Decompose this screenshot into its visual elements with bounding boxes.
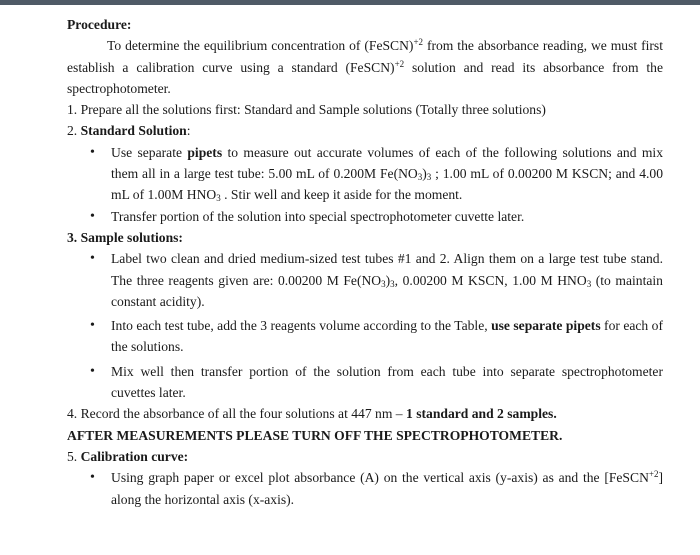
s2b1-b: to measure out accurate volumes of each of the following solutions and mix them all in a large test tube: 5.00 mL of 0.200M Fe(NO [111, 144, 663, 182]
bullet-icon: • [90, 363, 95, 379]
step-1: 1. Prepare all the solutions first: Standard and Sample solutions (Totally three solutions) [67, 102, 546, 118]
bullet-icon: • [90, 251, 95, 267]
procedure-title: Procedure: [67, 17, 132, 32]
step-4-text: 4. Record the absorbance of all the four solutions at 447 nm – [67, 406, 407, 422]
bullet-icon: • [90, 470, 95, 486]
s2b2-text: Transfer portion of the solution into special spectrophotometer cuvette later. [111, 208, 525, 224]
top-bar [0, 0, 700, 5]
intro-sup-1: +2 [413, 37, 424, 48]
s2b1-sub1: 3 [417, 172, 423, 183]
step-2-bullet-1 [90, 142, 663, 206]
s2b1-a: Use separate [111, 144, 188, 160]
step-3-heading [67, 227, 663, 248]
s3b2-a: Into each test tube, add the 3 reagents volume according to the Table, [111, 318, 492, 334]
step-2-number: 2. [67, 123, 81, 139]
step-3-bullet-3 [90, 361, 663, 404]
s3b1-sub2: 3 [390, 278, 395, 289]
step-5-number: 5. [67, 448, 81, 464]
s2b1-c: ) [422, 166, 427, 182]
s2b1-sub3: 3 [216, 193, 221, 204]
intro-text-b: from the absorbance reading, we must first establish a calibration curve using a standard (FeSCN) [67, 38, 663, 75]
bullet-icon: • [90, 318, 95, 334]
s5b1-b: ] along the horizontal axis (x-axis). [111, 470, 663, 507]
step-3-bullets [67, 248, 663, 403]
s2b1-e: . Stir well and keep it aside for the moment. [220, 187, 463, 203]
step-4-warning [67, 425, 663, 446]
step-5-heading [67, 446, 663, 467]
step-4 [67, 403, 663, 424]
s3b1-a: Label two clean and dried medium-sized test tubes #1 and 2. Align them on a large test tube stand. The three reagents given are: 0.00200 M Fe(NO [111, 251, 663, 288]
step-4-warning-bold: AFTER MEASUREMENTS PLEASE TURN OFF THE SPECTROPHOTOMETER. [67, 427, 563, 443]
s3b1-sub3: 3 [586, 278, 592, 289]
intro-paragraph [67, 35, 663, 99]
step-5-heading-bold: Calibration curve: [80, 448, 189, 464]
step-3-bullet-1 [90, 248, 663, 312]
s3b1-c: , 0.00200 M KSCN, 1.00 M HNO [394, 272, 587, 288]
s3b1-d: (to maintain constant acidity). [111, 272, 663, 309]
intro-sup-2: +2 [394, 58, 405, 69]
s3b2-b: for each of the solutions. [111, 318, 663, 355]
s3b1-b: ) [385, 272, 391, 288]
step-2-bullet-2 [90, 206, 663, 227]
s3b1-sub1: 3 [381, 278, 386, 289]
step-5-bullets [67, 467, 663, 510]
bullet-icon: • [90, 208, 95, 224]
step-5-bullet-1 [90, 467, 663, 510]
step-2-colon: : [186, 123, 191, 139]
intro-text-a: To determine the equilibrium concentration of (FeSCN) [107, 38, 414, 54]
intro-text-c: solution and read its absorbance from the spectrophotometer. [67, 59, 663, 96]
step-2-bullets [67, 142, 663, 227]
s2b1-bold: pipets [187, 144, 223, 160]
procedure-document [67, 14, 663, 510]
step-3-heading-bold: 3. Sample solutions: [67, 229, 183, 245]
s3b3-text: Mix well then transfer portion of the solution from each tube into separate spectrophotometer cuvettes later. [111, 363, 663, 401]
step-3-bullet-2 [90, 315, 663, 358]
s3b2-bold: use separate pipets [491, 318, 601, 334]
s5b1-sup: +2 [648, 469, 659, 480]
step-2-heading [67, 120, 663, 141]
bullet-icon: • [90, 144, 95, 160]
s2b1-d: ; 1.00 mL of 0.00200 M KSCN; and 4.00 mL of 1.00M HNO [111, 166, 663, 203]
s2b1-sub2: 3 [426, 172, 432, 183]
step-4-bold: 1 standard and 2 samples. [406, 406, 557, 422]
s5b1-a: Using graph paper or excel plot absorbance (A) on the vertical axis (y-axis) as and the [FeSCN [111, 470, 649, 486]
step-2-heading-bold: Standard Solution [80, 123, 187, 139]
